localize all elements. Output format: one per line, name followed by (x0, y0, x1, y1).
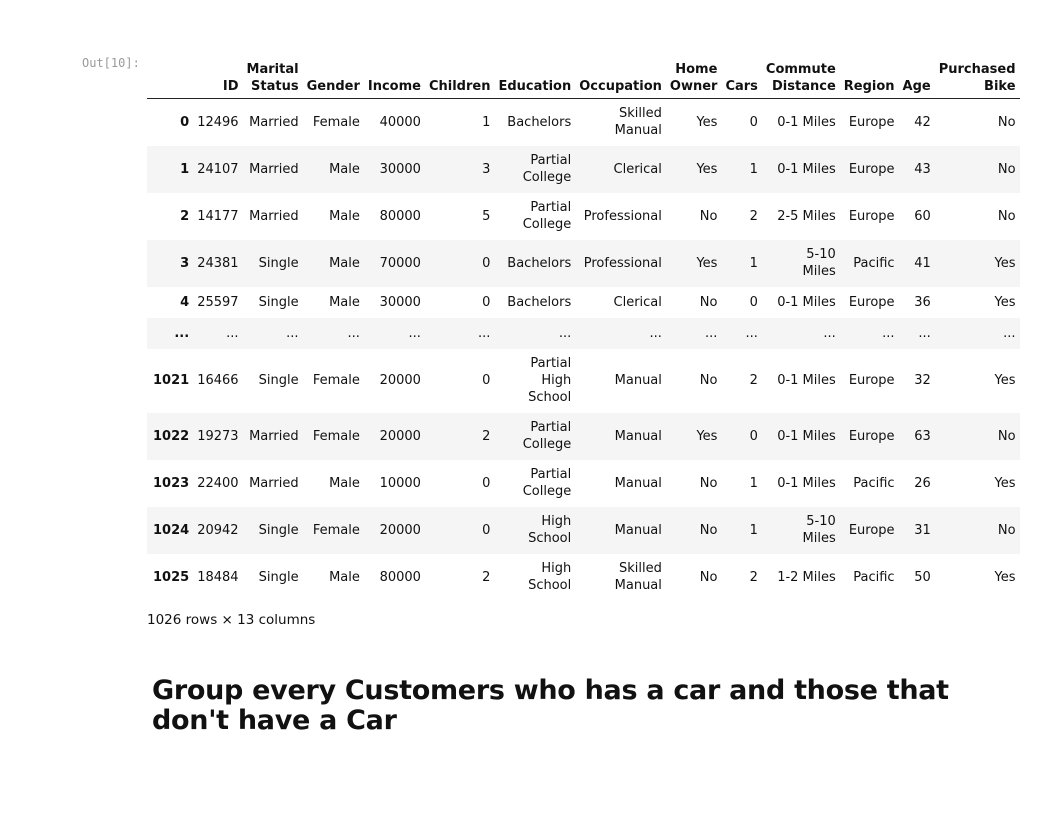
table-cell: Female (312, 114, 360, 130)
table-cell: 0 (749, 428, 758, 444)
table-cell: 0 (749, 294, 758, 310)
table-cell: Married (249, 428, 299, 444)
table-cell: 70000 (379, 255, 421, 271)
table-cell: Europe (848, 522, 895, 538)
table-row (147, 413, 1020, 460)
table-cell: 20000 (379, 522, 421, 538)
table-cell: 1-2 Miles (777, 569, 836, 585)
table-row (147, 318, 1020, 349)
table-cell: Married (249, 161, 299, 177)
table-cell: 24107 (197, 161, 239, 177)
table-cell: No (699, 294, 718, 310)
table-cell: ... (408, 325, 421, 341)
table-cell: No (699, 569, 718, 585)
table-cell: Single (258, 294, 299, 310)
table-cell: Manual (614, 373, 662, 388)
table-cell: Single (258, 373, 299, 388)
table-cell: 32 (914, 373, 931, 388)
table-cell: No (699, 475, 718, 491)
table-cell: 0-1 Miles (777, 294, 836, 310)
table-cell: 0-1 Miles (777, 161, 836, 177)
table-cell: Europe (848, 161, 895, 177)
table-cell: Partial College (522, 200, 572, 232)
table-cell: Male (329, 208, 360, 224)
column-header: Cars (721, 54, 761, 99)
table-cell: Yes (994, 294, 1016, 310)
table-cell: No (997, 161, 1016, 177)
table-cell: Yes (994, 475, 1016, 491)
table-cell: 0 (482, 522, 491, 538)
table-cell: Europe (848, 208, 895, 224)
table-cell: Partial College (522, 153, 572, 185)
table-cell: 0-1 Miles (777, 373, 836, 388)
table-row (147, 193, 1020, 240)
table-cell: 18484 (197, 569, 239, 585)
table-cell: No (699, 522, 718, 538)
table-cell: Female (312, 373, 360, 388)
table-cell: Clerical (613, 294, 662, 310)
table-cell: Skilled Manual (614, 561, 662, 593)
row-index: 1025 (153, 569, 190, 585)
table-cell: 60 (914, 208, 931, 224)
table-cell: Manual (614, 522, 662, 538)
table-cell: Yes (696, 114, 718, 130)
table-cell: Male (329, 294, 360, 310)
table-cell: Partial High School (528, 356, 572, 405)
table-cell: Yes (696, 161, 718, 177)
table-row (147, 460, 1020, 507)
table-cell: 0 (482, 475, 491, 491)
row-index: 1022 (153, 428, 190, 444)
table-cell: Married (249, 114, 299, 130)
table-cell: Single (258, 522, 299, 538)
table-cell: 25597 (197, 294, 239, 310)
table-cell: Male (329, 569, 360, 585)
column-header: Education (494, 54, 575, 99)
table-cell: Partial College (522, 467, 572, 499)
table-cell: Manual (614, 428, 662, 444)
table-cell: 2 (749, 208, 758, 224)
table-header-row (147, 54, 1020, 99)
column-header: Commute Distance (762, 54, 840, 99)
table-row (147, 349, 1020, 413)
table-cell: 42 (914, 114, 931, 130)
row-index: ... (174, 325, 190, 341)
table-row (147, 146, 1020, 193)
table-cell: 0-1 Miles (777, 475, 836, 491)
table-cell: 63 (914, 428, 931, 444)
table-body (147, 99, 1020, 601)
table-cell: ... (347, 325, 360, 341)
column-header: Occupation (575, 54, 666, 99)
row-index: 2 (180, 208, 190, 224)
table-cell: Bachelors (507, 255, 572, 271)
cell-output-prompt: Out[10]: (82, 56, 140, 70)
table-cell: 1 (749, 255, 758, 271)
table-cell: 20000 (379, 373, 421, 388)
table-cell: No (699, 208, 718, 224)
table-cell: Married (249, 475, 299, 491)
table-cell: ... (882, 325, 895, 341)
table-cell: 40000 (379, 114, 421, 130)
markdown-heading: Group every Customers who has a car and those that don't have a Car (152, 675, 949, 736)
table-cell: Professional (583, 255, 662, 271)
table-cell: 1 (749, 161, 758, 177)
table-cell: 31 (914, 522, 931, 538)
column-header: Gender (303, 54, 364, 99)
table-cell: Male (329, 475, 360, 491)
table-cell: 2 (749, 569, 758, 585)
table-cell: 2 (749, 373, 758, 388)
table-cell: 0 (482, 255, 491, 271)
row-index: 1 (180, 161, 190, 177)
table-cell: 24381 (197, 255, 239, 271)
table-cell: ... (558, 325, 572, 341)
table-cell: Pacific (853, 569, 895, 585)
table-row (147, 507, 1020, 554)
table-cell: 1 (749, 522, 758, 538)
table-cell: 0-1 Miles (777, 114, 836, 130)
table-cell: 16466 (197, 373, 239, 388)
index-header (147, 54, 193, 99)
row-index: 1024 (153, 522, 190, 538)
table-cell: 1 (749, 475, 758, 491)
table-cell: Professional (583, 208, 662, 224)
table-cell: ... (1003, 325, 1016, 341)
table-cell: 10000 (379, 475, 421, 491)
column-header: Home Owner (666, 54, 722, 99)
table-cell: 5-10 Miles (802, 514, 836, 546)
table-cell: 36 (914, 294, 931, 310)
table-cell: Female (312, 522, 360, 538)
table-cell: Single (258, 569, 299, 585)
table-cell: 26 (914, 475, 931, 491)
table-cell: High School (528, 561, 572, 593)
table-cell: 2 (482, 569, 491, 585)
column-header: ID (193, 54, 242, 99)
table-cell: Yes (994, 569, 1016, 585)
table-cell: ... (478, 325, 491, 341)
table-cell: ... (705, 325, 718, 341)
table-cell: Skilled Manual (614, 106, 662, 139)
table-cell: 30000 (379, 294, 421, 310)
row-index: 1023 (153, 475, 190, 491)
table-cell: 80000 (379, 569, 421, 585)
table-cell: ... (918, 325, 931, 341)
table-row (147, 287, 1020, 318)
table-cell: Female (312, 428, 360, 444)
table-cell: Pacific (853, 475, 895, 491)
column-header: Marital Status (243, 54, 303, 99)
table-cell: 43 (914, 161, 931, 177)
table-cell: 0 (482, 294, 491, 310)
table-row (147, 554, 1020, 601)
table-cell: No (997, 208, 1016, 224)
table-cell: Europe (848, 294, 895, 310)
table-cell: Europe (848, 373, 895, 388)
table-cell: ... (286, 325, 299, 341)
table-cell: No (997, 114, 1016, 130)
table-row (147, 99, 1020, 146)
table-cell: Bachelors (507, 114, 572, 130)
table-cell: 5 (482, 208, 491, 224)
table-cell: Male (329, 161, 360, 177)
table-cell: 20000 (379, 428, 421, 444)
table-cell: 1 (482, 114, 491, 130)
table-cell: 80000 (379, 208, 421, 224)
row-index: 4 (180, 294, 190, 310)
table-cell: 3 (482, 161, 491, 177)
table-cell: 12496 (197, 114, 239, 130)
table-cell: Europe (848, 114, 895, 130)
table-cell: 0 (749, 114, 758, 130)
dataframe-shape: 1026 rows × 13 columns (147, 612, 316, 628)
table-cell: 41 (914, 255, 931, 271)
table-cell: 50 (914, 569, 931, 585)
row-index: 3 (180, 255, 190, 271)
column-header: Purchased Bike (935, 54, 1020, 99)
table-cell: ... (226, 325, 239, 341)
table-cell: Yes (696, 255, 718, 271)
column-header: Age (899, 54, 935, 99)
table-cell: 0 (482, 373, 491, 388)
column-header: Children (425, 54, 495, 99)
row-index: 1021 (153, 373, 190, 388)
table-cell: 19273 (197, 428, 239, 444)
table-cell: No (997, 428, 1016, 444)
table-cell: 22400 (197, 475, 239, 491)
table-cell: Pacific (853, 255, 895, 271)
table-cell: 0-1 Miles (777, 428, 836, 444)
table-cell: Partial College (522, 420, 572, 452)
table-cell: High School (528, 514, 572, 546)
table-cell: Europe (848, 428, 895, 444)
table-cell: Yes (696, 428, 718, 444)
table-cell: Single (258, 255, 299, 271)
column-header: Income (364, 54, 425, 99)
table-cell: 14177 (197, 208, 239, 224)
table-cell: No (699, 373, 718, 388)
table-row (147, 240, 1020, 287)
row-index: 0 (180, 114, 190, 130)
table-cell: Clerical (613, 161, 662, 177)
table-cell: 2-5 Miles (777, 208, 836, 224)
dataframe-table (147, 54, 1020, 601)
table-cell: Bachelors (507, 294, 572, 310)
table-cell: Married (249, 208, 299, 224)
table-cell: 30000 (379, 161, 421, 177)
column-header: Region (840, 54, 899, 99)
table-cell: ... (745, 325, 758, 341)
table-cell: ... (649, 325, 662, 341)
table-cell: Manual (614, 475, 662, 491)
table-cell: ... (823, 325, 836, 341)
table-cell: 2 (482, 428, 491, 444)
table-cell: Yes (994, 255, 1016, 271)
table-cell: No (997, 522, 1016, 538)
table-cell: Male (329, 255, 360, 271)
table-cell: Yes (994, 373, 1016, 388)
table-cell: 20942 (197, 522, 239, 538)
table-cell: 5-10 Miles (802, 247, 836, 279)
